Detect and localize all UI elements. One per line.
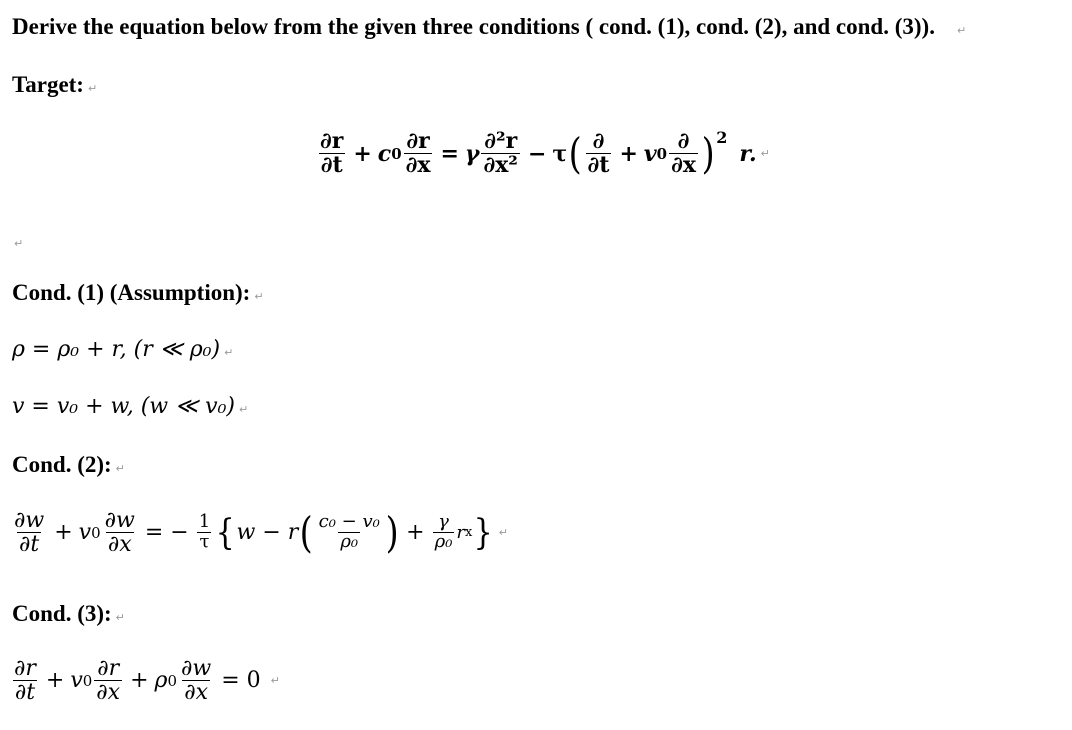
fraction-d2r-dx2: $\frac{\text{∂²r}}{\text{∂x²}}$ (483, 128, 518, 179)
target-equation: $\frac{\partial r}{\partial t}$ + c 0 $\frac{\partial r}{\partial x}$ = γ $\frac{\text{∂²r}}{\text{∂x²}}$ − τ ( $\frac{\partial}{\partial t}$ + v 0 $\frac{\partial}{\partial x}$ ) 2 r. ↵ (320, 128, 770, 179)
instruction-label: Derive the equation below from the given three conditions ( cond. (1), cond. (2), and cond. (3)). (12, 14, 935, 39)
paragraph-mark-icon: ↵ (87, 82, 98, 95)
cond1-label: Cond. (1) (Assumption): (12, 280, 251, 305)
fraction-d-dx: $\frac{\partial}{\partial x}$ (671, 128, 696, 179)
fraction-dw-dx: $\frac{\partial w}{\partial x}$ (180, 656, 212, 706)
fraction-dw-dt: $\frac{\partial w}{\partial t}$ (14, 508, 45, 558)
cond3-heading (12, 601, 125, 627)
paragraph-mark-icon: ↵ (115, 611, 125, 624)
fraction-dr-dx: $\frac{\partial r}{\partial x}$ (405, 128, 431, 179)
fraction-d-dt: $\frac{\partial}{\partial t}$ (587, 128, 610, 179)
cond1-equation-rho: ρ = ρ₀ + r, (r ≪ ρ₀) ↵ (12, 337, 234, 362)
fraction-dr-dt: $\frac{\partial r}{\partial t}$ (14, 656, 36, 706)
paragraph-mark-icon: ↵ (254, 290, 264, 303)
fraction-gamma-over-rho0: $\frac{\gamma}{\text{ρ₀}}$ (434, 511, 453, 553)
cond2-label: Cond. (2): (12, 452, 112, 477)
cond3-equation: $\frac{\partial r}{\partial t}$ + v 0 $\frac{\partial r}{\partial x}$ + ρ 0 $\frac{\partial w}{\partial x}$ = 0 ↵ (14, 656, 280, 706)
cond2-heading (12, 452, 125, 478)
fraction-c0-minus-v0: $\frac{\text{c₀ − v₀}}{\text{ρ₀}}$ (318, 511, 380, 553)
paragraph-mark-icon: ↵ (239, 403, 249, 416)
fraction-dw-dx: $\frac{\partial w}{\partial x}$ (104, 508, 135, 558)
paragraph-mark-icon: ↵ (270, 674, 280, 688)
cond3-label: Cond. (3): (12, 601, 112, 626)
instruction-text (12, 14, 966, 40)
cond1-heading (12, 280, 264, 306)
empty-paragraph (14, 234, 23, 252)
fraction-dr-dx: $\frac{\partial r}{\partial x}$ (96, 656, 121, 706)
target-label: Target: (12, 72, 84, 97)
paragraph-mark-icon: ↵ (115, 462, 125, 475)
paragraph-mark-icon: ↵ (224, 346, 234, 359)
paragraph-mark-icon: ↵ (14, 237, 24, 250)
paragraph-mark-icon: ↵ (498, 526, 508, 540)
cond2-equation: $\frac{\partial w}{\partial t}$ + v 0 $\frac{\partial w}{\partial x}$ = − $\frac{1}{\tau}$ { w − r ( $\frac{\text{c₀ − v₀}}{\text{ρ₀}}$ ) + $\frac{\gamma}{\text{ρ₀}}$ r x } ↵ (14, 507, 508, 558)
target-heading (12, 72, 97, 98)
cond1-equation-v: v = v₀ + w, (w ≪ v₀) ↵ (12, 394, 249, 419)
paragraph-mark-icon: ↵ (956, 24, 967, 37)
fraction-one-over-tau: $\frac{1}{\tau}$ (198, 511, 211, 553)
fraction-dr-dt: $\frac{\partial r}{\partial t}$ (320, 128, 344, 179)
paragraph-mark-icon: ↵ (760, 147, 770, 161)
